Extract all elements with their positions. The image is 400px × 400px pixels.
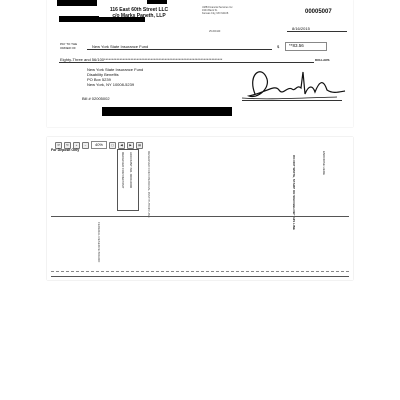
check-back xyxy=(47,137,353,280)
bottom-dashed-line xyxy=(51,271,349,272)
zoom-in-icon[interactable]: + xyxy=(73,142,80,149)
payee-name: New York State Insurance Fund xyxy=(92,44,149,49)
payee-address xyxy=(87,67,143,87)
prev-icon[interactable]: ◀ xyxy=(118,142,125,149)
next-icon[interactable]: ▶ xyxy=(127,142,134,149)
redaction-top-center xyxy=(147,0,167,4)
micr-redaction xyxy=(102,107,232,116)
address-line: Disability Benefits xyxy=(87,72,119,77)
address-line: New York, NY 10008-5239 xyxy=(87,82,135,87)
payee-line xyxy=(87,49,272,50)
zoom-out-icon[interactable]: − xyxy=(82,142,89,149)
address-line: New York State Insurance Fund xyxy=(87,67,144,72)
zoom-level[interactable]: 40% xyxy=(91,141,107,149)
bill-number: Bill # 02005002 xyxy=(82,96,110,101)
signature-image xyxy=(237,64,347,104)
bank-line: Kansas City, MO 64108 xyxy=(202,12,229,15)
amount-value: **83.56 xyxy=(289,43,304,48)
pay-to-label: PAY TO THE ORDER OF xyxy=(60,42,78,50)
bank-stamp-text: RECEIVED FOR DEPOSIT xyxy=(121,152,125,189)
rotate-left-icon[interactable]: ↺ xyxy=(55,142,62,149)
dollars-label: DOLLARS xyxy=(315,58,330,62)
reserved-text: RESERVED FOR FINANCIAL INSTITUTION USE xyxy=(147,151,151,218)
dollar-sign: $ xyxy=(277,44,280,49)
address-line: PO Box 5239 xyxy=(87,77,111,82)
endorse-here-label: ENDORSE HERE xyxy=(322,151,326,176)
fit-icon[interactable]: ▢ xyxy=(109,142,116,149)
bank-code: 25-60/440 xyxy=(209,30,221,33)
rotate-right-icon[interactable]: ↻ xyxy=(64,142,71,149)
federal-reserve-text: FEDERAL RESERVE BOARD xyxy=(97,222,101,263)
payer-name: 116 East 60th Street LLC xyxy=(109,7,169,13)
deposit-label: For Deposit Only xyxy=(51,148,80,152)
signature-line xyxy=(242,100,342,101)
do-not-write-text: DO NOT WRITE, STAMP OR SIGN BELOW THIS LINE xyxy=(292,155,296,230)
check-number: 00005007 xyxy=(305,9,332,15)
endorsement-divider xyxy=(51,216,349,217)
bank-info xyxy=(202,6,242,15)
check-front xyxy=(47,0,353,127)
bank-line: UMB Financial Services Inc xyxy=(202,6,233,9)
date-line xyxy=(287,31,347,32)
print-icon[interactable]: ▤ xyxy=(136,142,143,149)
check-date: 8/16/2015 xyxy=(292,26,310,31)
redaction-top-left xyxy=(57,0,97,6)
payer-care-of: c/o Marks Paneth, LLP xyxy=(112,13,166,19)
amount-words-line xyxy=(59,62,314,63)
account-number-text: ACCOUNT NO. 0000-0000 xyxy=(129,152,133,189)
bank-line: 1904 Bank St. xyxy=(202,9,218,12)
bottom-line xyxy=(51,276,349,277)
amount-words: Eighty-Three and 56/100**************************************************************************** xyxy=(60,57,223,62)
